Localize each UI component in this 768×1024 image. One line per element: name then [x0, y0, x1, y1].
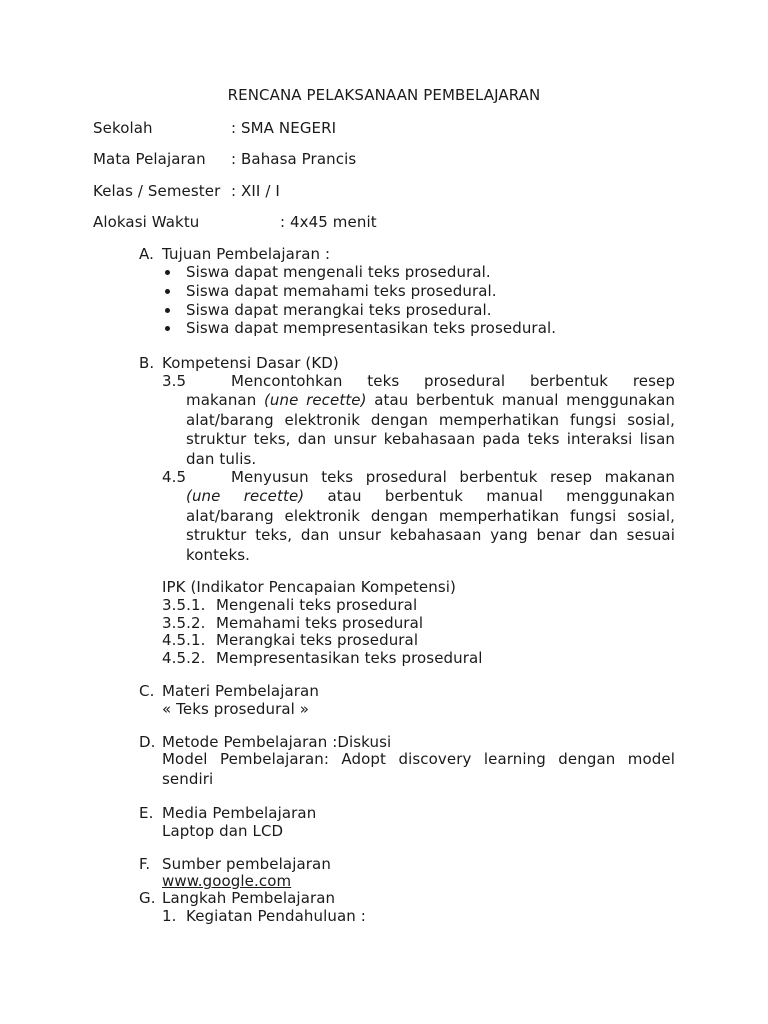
- value-mata-pelajaran: : Bahasa Prancis: [231, 150, 357, 168]
- ipk-text: Mempresentasikan teks prosedural: [216, 649, 483, 667]
- section-f-heading: Sumber pembelajaran: [162, 855, 331, 873]
- ipk-number: 3.5.2.: [162, 614, 206, 632]
- section-d-model-line: Model Pembelajaran: Adopt discovery learning dengan model: [162, 750, 675, 768]
- section-d-heading: Metode Pembelajaran :Diskusi: [162, 733, 392, 751]
- kd-number: 4.5: [162, 468, 187, 486]
- kd-line: makanan (une recette) atau berbentuk manual menggunakan: [186, 391, 675, 409]
- ipk-number: 3.5.1.: [162, 596, 206, 614]
- kd-line: Menyusun teks prosedural berbentuk resep makanan: [231, 468, 675, 486]
- section-a-heading: Tujuan Pembelajaran :: [162, 245, 331, 263]
- ipk-heading: IPK (Indikator Pencapaian Kompetensi): [162, 578, 456, 596]
- section-g-heading: Langkah Pembelajaran: [162, 889, 336, 907]
- label-sekolah: Sekolah: [93, 119, 153, 137]
- step-label: Kegiatan Pendahuluan :: [186, 907, 366, 925]
- section-d-letter: D.: [139, 733, 156, 751]
- bullet-icon: [165, 308, 170, 313]
- section-b-letter: B.: [139, 354, 155, 372]
- label-mata-pelajaran: Mata Pelajaran: [93, 150, 206, 168]
- section-c-body: « Teks prosedural »: [162, 700, 310, 718]
- kd-line: alat/barang elektronik dengan memperhatikan fungsi sosial,: [186, 411, 675, 429]
- bullet-icon: [165, 289, 170, 294]
- kd-line: dan tulis.: [186, 450, 257, 468]
- objective-item: Siswa dapat merangkai teks prosedural.: [186, 301, 492, 319]
- kd-line: struktur teks, dan unsur kebahasaan pada teks interaksi lisan: [186, 430, 675, 448]
- ipk-text: Mengenali teks prosedural: [216, 596, 418, 614]
- section-g-letter: G.: [139, 889, 156, 907]
- source-link[interactable]: www.google.com: [162, 872, 292, 890]
- kd-line: alat/barang elektronik dengan memperhatikan fungsi sosial,: [186, 507, 675, 525]
- bullet-icon: [165, 326, 170, 331]
- label-kelas-semester: Kelas / Semester: [93, 182, 221, 200]
- section-a-letter: A.: [139, 245, 154, 263]
- objective-item: Siswa dapat mengenali teks prosedural.: [186, 263, 491, 281]
- ipk-number: 4.5.2.: [162, 649, 206, 667]
- section-e-heading: Media Pembelajaran: [162, 804, 317, 822]
- label-alokasi-waktu: Alokasi Waktu: [93, 213, 200, 231]
- bullet-icon: [165, 270, 170, 275]
- section-e-body: Laptop dan LCD: [162, 822, 284, 840]
- ipk-number: 4.5.1.: [162, 631, 206, 649]
- section-d-model-line: sendiri: [162, 770, 214, 788]
- value-sekolah: : SMA NEGERI: [231, 119, 337, 137]
- section-f-letter: F.: [139, 855, 151, 873]
- kd-line: struktur teks, dan unsur kebahasaan yang benar dan sesuai: [186, 526, 675, 544]
- section-b-heading: Kompetensi Dasar (KD): [162, 354, 339, 372]
- kd-line: Mencontohkan teks prosedural berbentuk resep: [231, 372, 675, 390]
- objective-item: Siswa dapat mempresentasikan teks prosedural.: [186, 319, 557, 337]
- kd-line: (une recette) atau berbentuk manual menggunakan: [186, 487, 675, 505]
- section-e-letter: E.: [139, 804, 154, 822]
- document-title: RENCANA PELAKSANAAN PEMBELAJARAN: [227, 86, 541, 104]
- kd-line: konteks.: [186, 546, 251, 564]
- objective-item: Siswa dapat memahami teks prosedural.: [186, 282, 497, 300]
- value-kelas-semester: : XII / I: [231, 182, 280, 200]
- section-c-heading: Materi Pembelajaran: [162, 682, 319, 700]
- ipk-text: Merangkai teks prosedural: [216, 631, 419, 649]
- section-c-letter: C.: [139, 682, 155, 700]
- ipk-text: Memahami teks prosedural: [216, 614, 424, 632]
- step-number: 1.: [162, 907, 177, 925]
- kd-number: 3.5: [162, 372, 187, 390]
- value-alokasi-waktu: : 4x45 menit: [280, 213, 377, 231]
